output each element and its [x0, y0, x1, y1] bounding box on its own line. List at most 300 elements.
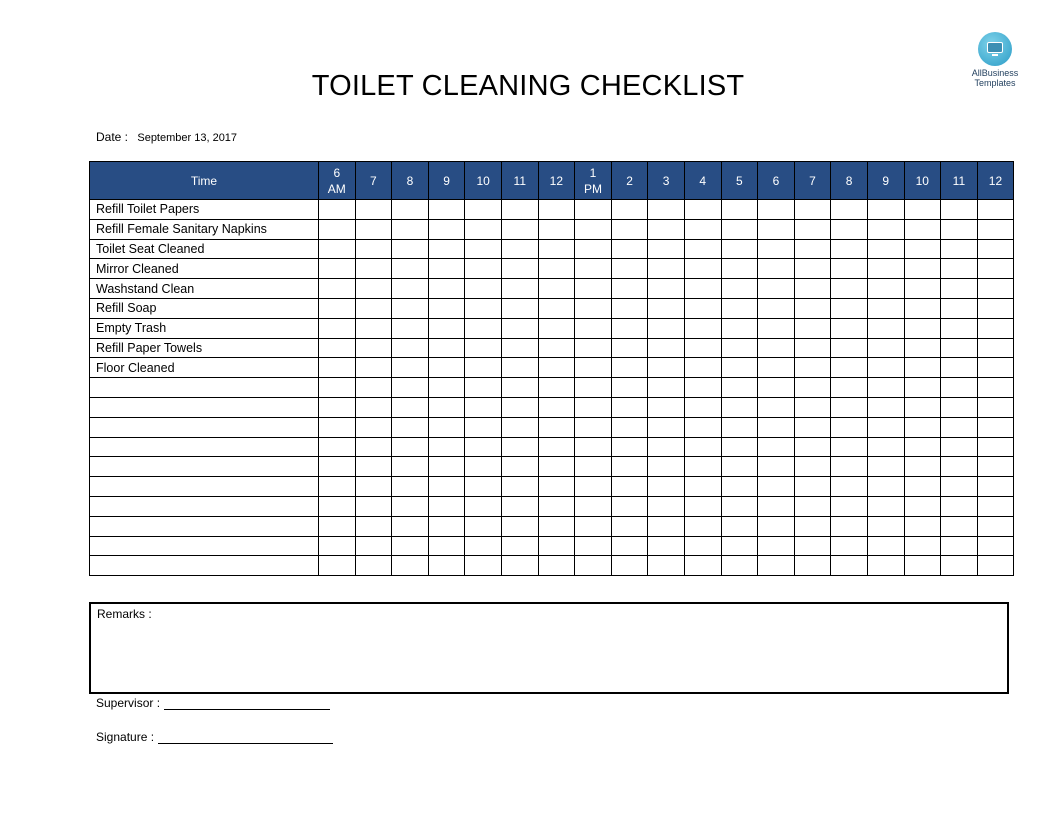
check-cell[interactable] [611, 556, 648, 576]
check-cell[interactable] [319, 516, 356, 536]
check-cell[interactable] [721, 457, 758, 477]
check-cell[interactable] [392, 338, 429, 358]
check-cell[interactable] [831, 556, 868, 576]
check-cell[interactable] [721, 318, 758, 338]
check-cell[interactable] [867, 200, 904, 220]
check-cell[interactable] [319, 417, 356, 437]
check-cell[interactable] [941, 318, 978, 338]
check-cell[interactable] [831, 219, 868, 239]
check-cell[interactable] [611, 358, 648, 378]
check-cell[interactable] [465, 397, 502, 417]
check-cell[interactable] [977, 279, 1014, 299]
check-cell[interactable] [648, 477, 685, 497]
check-cell[interactable] [977, 556, 1014, 576]
check-cell[interactable] [538, 477, 575, 497]
check-cell[interactable] [428, 457, 465, 477]
check-cell[interactable] [758, 477, 795, 497]
check-cell[interactable] [941, 200, 978, 220]
check-cell[interactable] [867, 378, 904, 398]
check-cell[interactable] [501, 338, 538, 358]
check-cell[interactable] [684, 496, 721, 516]
check-cell[interactable] [904, 318, 941, 338]
check-cell[interactable] [684, 378, 721, 398]
check-cell[interactable] [941, 358, 978, 378]
check-cell[interactable] [867, 358, 904, 378]
check-cell[interactable] [758, 536, 795, 556]
check-cell[interactable] [831, 200, 868, 220]
check-cell[interactable] [538, 496, 575, 516]
check-cell[interactable] [721, 279, 758, 299]
check-cell[interactable] [319, 496, 356, 516]
check-cell[interactable] [428, 477, 465, 497]
check-cell[interactable] [831, 516, 868, 536]
check-cell[interactable] [428, 417, 465, 437]
check-cell[interactable] [392, 496, 429, 516]
check-cell[interactable] [904, 457, 941, 477]
check-cell[interactable] [977, 378, 1014, 398]
check-cell[interactable] [867, 239, 904, 259]
check-cell[interactable] [611, 516, 648, 536]
check-cell[interactable] [684, 556, 721, 576]
check-cell[interactable] [794, 496, 831, 516]
signature-field[interactable] [158, 733, 333, 744]
check-cell[interactable] [867, 279, 904, 299]
check-cell[interactable] [794, 259, 831, 279]
check-cell[interactable] [611, 417, 648, 437]
check-cell[interactable] [721, 397, 758, 417]
check-cell[interactable] [648, 556, 685, 576]
check-cell[interactable] [611, 477, 648, 497]
check-cell[interactable] [721, 496, 758, 516]
check-cell[interactable] [392, 516, 429, 536]
check-cell[interactable] [758, 397, 795, 417]
check-cell[interactable] [794, 358, 831, 378]
check-cell[interactable] [831, 338, 868, 358]
check-cell[interactable] [977, 496, 1014, 516]
check-cell[interactable] [867, 298, 904, 318]
check-cell[interactable] [977, 219, 1014, 239]
check-cell[interactable] [355, 477, 392, 497]
check-cell[interactable] [319, 200, 356, 220]
check-cell[interactable] [355, 417, 392, 437]
check-cell[interactable] [392, 556, 429, 576]
check-cell[interactable] [355, 259, 392, 279]
check-cell[interactable] [428, 279, 465, 299]
check-cell[interactable] [465, 556, 502, 576]
check-cell[interactable] [392, 298, 429, 318]
check-cell[interactable] [794, 516, 831, 536]
check-cell[interactable] [794, 397, 831, 417]
check-cell[interactable] [465, 496, 502, 516]
check-cell[interactable] [941, 417, 978, 437]
check-cell[interactable] [648, 457, 685, 477]
check-cell[interactable] [721, 259, 758, 279]
check-cell[interactable] [977, 338, 1014, 358]
check-cell[interactable] [904, 338, 941, 358]
check-cell[interactable] [611, 259, 648, 279]
check-cell[interactable] [977, 298, 1014, 318]
check-cell[interactable] [867, 457, 904, 477]
check-cell[interactable] [392, 397, 429, 417]
check-cell[interactable] [428, 536, 465, 556]
check-cell[interactable] [501, 516, 538, 536]
check-cell[interactable] [355, 219, 392, 239]
check-cell[interactable] [575, 437, 612, 457]
check-cell[interactable] [794, 298, 831, 318]
check-cell[interactable] [794, 437, 831, 457]
check-cell[interactable] [758, 259, 795, 279]
check-cell[interactable] [465, 358, 502, 378]
check-cell[interactable] [501, 437, 538, 457]
check-cell[interactable] [941, 239, 978, 259]
supervisor-field[interactable] [164, 699, 330, 710]
check-cell[interactable] [831, 457, 868, 477]
check-cell[interactable] [794, 219, 831, 239]
check-cell[interactable] [977, 259, 1014, 279]
check-cell[interactable] [904, 437, 941, 457]
check-cell[interactable] [648, 417, 685, 437]
check-cell[interactable] [648, 437, 685, 457]
check-cell[interactable] [831, 417, 868, 437]
check-cell[interactable] [392, 417, 429, 437]
check-cell[interactable] [831, 378, 868, 398]
check-cell[interactable] [501, 496, 538, 516]
check-cell[interactable] [319, 358, 356, 378]
check-cell[interactable] [867, 318, 904, 338]
check-cell[interactable] [538, 298, 575, 318]
check-cell[interactable] [538, 437, 575, 457]
check-cell[interactable] [319, 457, 356, 477]
check-cell[interactable] [392, 259, 429, 279]
check-cell[interactable] [684, 417, 721, 437]
check-cell[interactable] [831, 318, 868, 338]
check-cell[interactable] [611, 200, 648, 220]
check-cell[interactable] [867, 516, 904, 536]
check-cell[interactable] [648, 239, 685, 259]
check-cell[interactable] [904, 477, 941, 497]
check-cell[interactable] [831, 279, 868, 299]
check-cell[interactable] [721, 219, 758, 239]
check-cell[interactable] [575, 239, 612, 259]
check-cell[interactable] [904, 536, 941, 556]
check-cell[interactable] [904, 556, 941, 576]
check-cell[interactable] [501, 556, 538, 576]
check-cell[interactable] [648, 536, 685, 556]
check-cell[interactable] [684, 219, 721, 239]
check-cell[interactable] [355, 338, 392, 358]
check-cell[interactable] [904, 219, 941, 239]
check-cell[interactable] [758, 279, 795, 299]
check-cell[interactable] [575, 358, 612, 378]
check-cell[interactable] [794, 338, 831, 358]
check-cell[interactable] [721, 437, 758, 457]
check-cell[interactable] [428, 239, 465, 259]
check-cell[interactable] [538, 397, 575, 417]
check-cell[interactable] [538, 457, 575, 477]
check-cell[interactable] [941, 378, 978, 398]
check-cell[interactable] [831, 397, 868, 417]
check-cell[interactable] [575, 219, 612, 239]
check-cell[interactable] [684, 397, 721, 417]
check-cell[interactable] [941, 516, 978, 536]
check-cell[interactable] [648, 200, 685, 220]
check-cell[interactable] [721, 417, 758, 437]
check-cell[interactable] [977, 200, 1014, 220]
check-cell[interactable] [611, 536, 648, 556]
check-cell[interactable] [758, 219, 795, 239]
check-cell[interactable] [355, 496, 392, 516]
check-cell[interactable] [575, 496, 612, 516]
check-cell[interactable] [428, 318, 465, 338]
check-cell[interactable] [465, 477, 502, 497]
check-cell[interactable] [501, 378, 538, 398]
check-cell[interactable] [575, 516, 612, 536]
check-cell[interactable] [501, 318, 538, 338]
check-cell[interactable] [575, 457, 612, 477]
check-cell[interactable] [867, 259, 904, 279]
check-cell[interactable] [977, 437, 1014, 457]
check-cell[interactable] [684, 477, 721, 497]
check-cell[interactable] [611, 437, 648, 457]
check-cell[interactable] [538, 239, 575, 259]
check-cell[interactable] [611, 219, 648, 239]
check-cell[interactable] [794, 378, 831, 398]
check-cell[interactable] [758, 298, 795, 318]
check-cell[interactable] [501, 457, 538, 477]
check-cell[interactable] [319, 536, 356, 556]
check-cell[interactable] [977, 457, 1014, 477]
check-cell[interactable] [941, 556, 978, 576]
check-cell[interactable] [977, 397, 1014, 417]
check-cell[interactable] [355, 556, 392, 576]
check-cell[interactable] [501, 200, 538, 220]
check-cell[interactable] [977, 516, 1014, 536]
check-cell[interactable] [428, 200, 465, 220]
check-cell[interactable] [575, 259, 612, 279]
check-cell[interactable] [355, 298, 392, 318]
check-cell[interactable] [904, 516, 941, 536]
check-cell[interactable] [794, 318, 831, 338]
check-cell[interactable] [319, 378, 356, 398]
check-cell[interactable] [721, 358, 758, 378]
check-cell[interactable] [319, 298, 356, 318]
check-cell[interactable] [758, 358, 795, 378]
check-cell[interactable] [392, 457, 429, 477]
check-cell[interactable] [575, 200, 612, 220]
check-cell[interactable] [867, 536, 904, 556]
check-cell[interactable] [465, 417, 502, 437]
check-cell[interactable] [465, 378, 502, 398]
check-cell[interactable] [392, 437, 429, 457]
check-cell[interactable] [319, 477, 356, 497]
check-cell[interactable] [501, 298, 538, 318]
check-cell[interactable] [648, 279, 685, 299]
check-cell[interactable] [319, 219, 356, 239]
check-cell[interactable] [794, 417, 831, 437]
check-cell[interactable] [501, 358, 538, 378]
check-cell[interactable] [684, 259, 721, 279]
check-cell[interactable] [355, 457, 392, 477]
check-cell[interactable] [684, 437, 721, 457]
check-cell[interactable] [538, 378, 575, 398]
check-cell[interactable] [904, 397, 941, 417]
check-cell[interactable] [465, 536, 502, 556]
check-cell[interactable] [392, 318, 429, 338]
check-cell[interactable] [538, 279, 575, 299]
check-cell[interactable] [867, 397, 904, 417]
check-cell[interactable] [758, 338, 795, 358]
check-cell[interactable] [319, 338, 356, 358]
check-cell[interactable] [392, 378, 429, 398]
check-cell[interactable] [867, 338, 904, 358]
check-cell[interactable] [465, 239, 502, 259]
check-cell[interactable] [758, 417, 795, 437]
check-cell[interactable] [867, 219, 904, 239]
check-cell[interactable] [867, 417, 904, 437]
check-cell[interactable] [648, 219, 685, 239]
check-cell[interactable] [867, 556, 904, 576]
check-cell[interactable] [648, 358, 685, 378]
check-cell[interactable] [758, 556, 795, 576]
check-cell[interactable] [941, 298, 978, 318]
check-cell[interactable] [941, 279, 978, 299]
check-cell[interactable] [611, 298, 648, 318]
check-cell[interactable] [977, 358, 1014, 378]
check-cell[interactable] [831, 298, 868, 318]
check-cell[interactable] [941, 219, 978, 239]
check-cell[interactable] [319, 239, 356, 259]
check-cell[interactable] [904, 298, 941, 318]
check-cell[interactable] [392, 279, 429, 299]
check-cell[interactable] [355, 358, 392, 378]
check-cell[interactable] [319, 397, 356, 417]
check-cell[interactable] [648, 298, 685, 318]
check-cell[interactable] [319, 556, 356, 576]
check-cell[interactable] [465, 279, 502, 299]
check-cell[interactable] [941, 397, 978, 417]
check-cell[interactable] [465, 200, 502, 220]
check-cell[interactable] [538, 219, 575, 239]
check-cell[interactable] [501, 417, 538, 437]
check-cell[interactable] [392, 200, 429, 220]
check-cell[interactable] [355, 397, 392, 417]
check-cell[interactable] [392, 239, 429, 259]
check-cell[interactable] [428, 298, 465, 318]
check-cell[interactable] [465, 219, 502, 239]
check-cell[interactable] [904, 496, 941, 516]
check-cell[interactable] [355, 516, 392, 536]
check-cell[interactable] [428, 397, 465, 417]
check-cell[interactable] [538, 358, 575, 378]
check-cell[interactable] [977, 318, 1014, 338]
check-cell[interactable] [611, 338, 648, 358]
check-cell[interactable] [904, 378, 941, 398]
check-cell[interactable] [904, 417, 941, 437]
check-cell[interactable] [684, 318, 721, 338]
check-cell[interactable] [465, 318, 502, 338]
check-cell[interactable] [611, 457, 648, 477]
check-cell[interactable] [501, 477, 538, 497]
check-cell[interactable] [319, 279, 356, 299]
check-cell[interactable] [977, 536, 1014, 556]
check-cell[interactable] [538, 417, 575, 437]
check-cell[interactable] [758, 378, 795, 398]
check-cell[interactable] [758, 318, 795, 338]
check-cell[interactable] [721, 477, 758, 497]
check-cell[interactable] [648, 397, 685, 417]
check-cell[interactable] [758, 200, 795, 220]
check-cell[interactable] [941, 477, 978, 497]
check-cell[interactable] [831, 477, 868, 497]
check-cell[interactable] [758, 496, 795, 516]
check-cell[interactable] [355, 318, 392, 338]
check-cell[interactable] [721, 338, 758, 358]
check-cell[interactable] [428, 378, 465, 398]
check-cell[interactable] [867, 437, 904, 457]
check-cell[interactable] [501, 239, 538, 259]
check-cell[interactable] [355, 279, 392, 299]
check-cell[interactable] [648, 516, 685, 536]
check-cell[interactable] [721, 556, 758, 576]
check-cell[interactable] [355, 378, 392, 398]
check-cell[interactable] [941, 496, 978, 516]
check-cell[interactable] [684, 516, 721, 536]
check-cell[interactable] [575, 477, 612, 497]
check-cell[interactable] [758, 239, 795, 259]
check-cell[interactable] [392, 477, 429, 497]
check-cell[interactable] [904, 358, 941, 378]
check-cell[interactable] [465, 259, 502, 279]
check-cell[interactable] [538, 516, 575, 536]
check-cell[interactable] [611, 318, 648, 338]
check-cell[interactable] [684, 338, 721, 358]
check-cell[interactable] [319, 318, 356, 338]
check-cell[interactable] [904, 200, 941, 220]
check-cell[interactable] [392, 536, 429, 556]
check-cell[interactable] [684, 457, 721, 477]
check-cell[interactable] [758, 516, 795, 536]
check-cell[interactable] [941, 457, 978, 477]
check-cell[interactable] [684, 536, 721, 556]
check-cell[interactable] [941, 259, 978, 279]
check-cell[interactable] [319, 259, 356, 279]
check-cell[interactable] [355, 437, 392, 457]
check-cell[interactable] [355, 200, 392, 220]
check-cell[interactable] [575, 536, 612, 556]
check-cell[interactable] [575, 279, 612, 299]
check-cell[interactable] [794, 279, 831, 299]
check-cell[interactable] [684, 298, 721, 318]
check-cell[interactable] [355, 239, 392, 259]
check-cell[interactable] [538, 556, 575, 576]
check-cell[interactable] [428, 516, 465, 536]
check-cell[interactable] [794, 556, 831, 576]
check-cell[interactable] [648, 259, 685, 279]
check-cell[interactable] [428, 496, 465, 516]
check-cell[interactable] [648, 378, 685, 398]
check-cell[interactable] [611, 378, 648, 398]
check-cell[interactable] [611, 397, 648, 417]
check-cell[interactable] [648, 496, 685, 516]
check-cell[interactable] [831, 259, 868, 279]
check-cell[interactable] [575, 378, 612, 398]
check-cell[interactable] [977, 417, 1014, 437]
check-cell[interactable] [684, 279, 721, 299]
check-cell[interactable] [684, 200, 721, 220]
check-cell[interactable] [428, 358, 465, 378]
check-cell[interactable] [794, 477, 831, 497]
check-cell[interactable] [648, 318, 685, 338]
